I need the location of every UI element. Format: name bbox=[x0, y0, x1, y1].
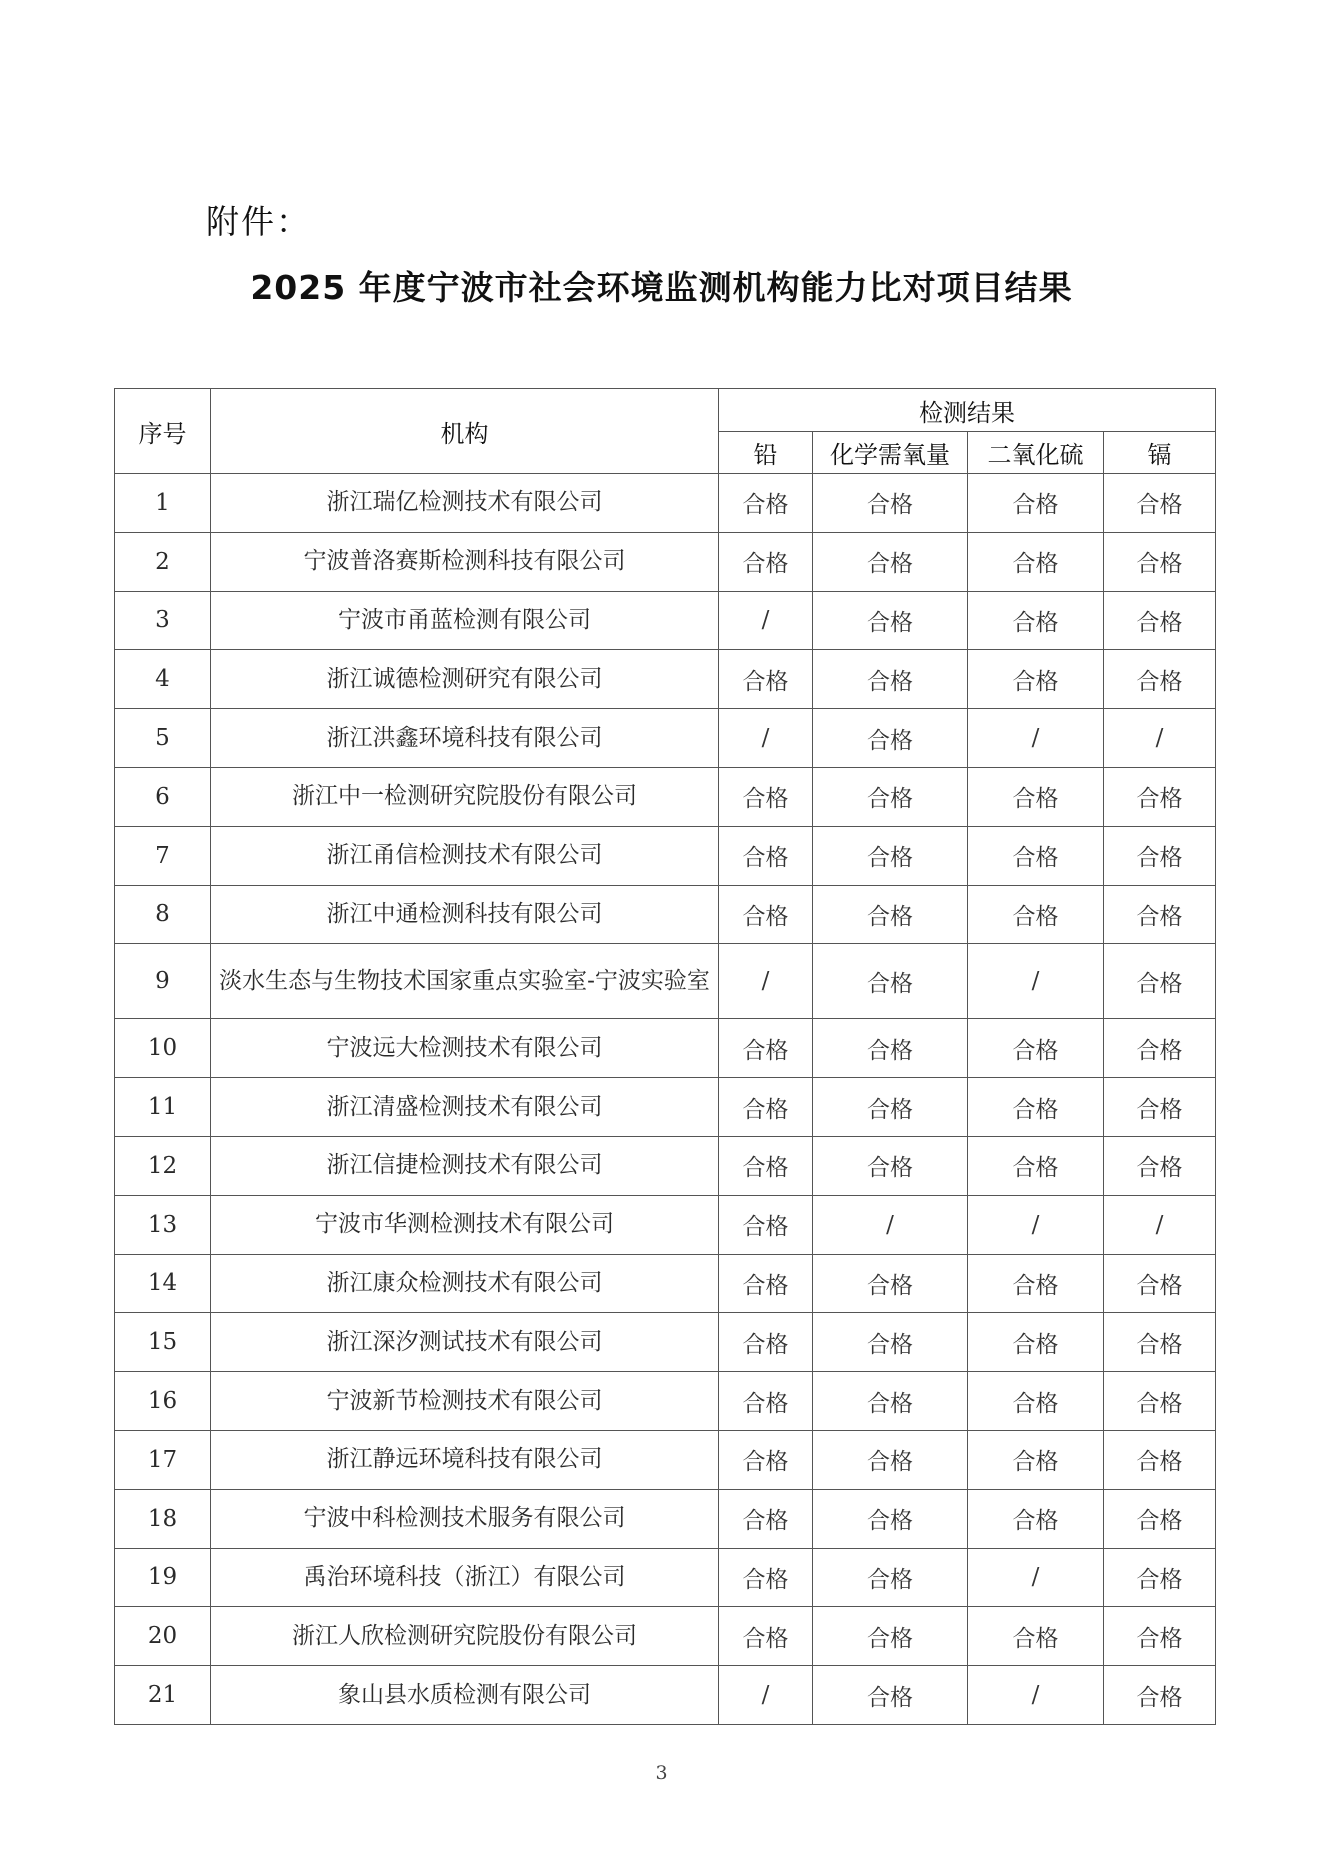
row-seq: 11 bbox=[115, 1078, 211, 1137]
result-cadmium: 合格 bbox=[1104, 826, 1216, 885]
result-lead: 合格 bbox=[719, 1489, 813, 1548]
result-lead: 合格 bbox=[719, 1430, 813, 1489]
row-org: 浙江静远环境科技有限公司 bbox=[211, 1430, 719, 1489]
result-so2: / bbox=[968, 709, 1104, 768]
result-so2: 合格 bbox=[968, 1372, 1104, 1431]
page-number: 3 bbox=[655, 1762, 668, 1784]
result-cadmium: 合格 bbox=[1104, 944, 1216, 1019]
table-row bbox=[115, 1136, 1216, 1195]
result-cod: 合格 bbox=[813, 532, 968, 591]
row-org: 宁波远大检测技术有限公司 bbox=[211, 1019, 719, 1078]
results-body bbox=[115, 474, 1216, 1725]
table-row bbox=[115, 709, 1216, 768]
row-seq: 16 bbox=[115, 1372, 211, 1431]
row-seq: 10 bbox=[115, 1019, 211, 1078]
row-org: 浙江甬信检测技术有限公司 bbox=[211, 826, 719, 885]
table-row bbox=[115, 826, 1216, 885]
result-so2: 合格 bbox=[968, 826, 1104, 885]
document-title: 2025 年度宁波市社会环境监测机构能力比对项目结果 bbox=[250, 268, 1073, 307]
header-seq: 序号 bbox=[115, 389, 211, 474]
result-cod: 合格 bbox=[813, 474, 968, 533]
header-cadmium: 镉 bbox=[1104, 432, 1216, 474]
result-cadmium: 合格 bbox=[1104, 1313, 1216, 1372]
result-lead: 合格 bbox=[719, 474, 813, 533]
header-org: 机构 bbox=[211, 389, 719, 474]
table-row bbox=[115, 1430, 1216, 1489]
result-cadmium: 合格 bbox=[1104, 650, 1216, 709]
result-cod: 合格 bbox=[813, 944, 968, 1019]
result-so2: 合格 bbox=[968, 650, 1104, 709]
result-cadmium: 合格 bbox=[1104, 1489, 1216, 1548]
result-cod: 合格 bbox=[813, 1254, 968, 1313]
row-org: 象山县水质检测有限公司 bbox=[211, 1666, 719, 1725]
result-cod: 合格 bbox=[813, 709, 968, 768]
result-so2: 合格 bbox=[968, 474, 1104, 533]
result-cod: 合格 bbox=[813, 1548, 968, 1607]
result-lead: 合格 bbox=[719, 1195, 813, 1254]
result-cadmium: 合格 bbox=[1104, 591, 1216, 650]
row-org: 宁波市华测检测技术有限公司 bbox=[211, 1195, 719, 1254]
row-seq: 20 bbox=[115, 1607, 211, 1666]
result-so2: 合格 bbox=[968, 1430, 1104, 1489]
table-row bbox=[115, 885, 1216, 944]
result-cadmium: / bbox=[1104, 709, 1216, 768]
result-cadmium: / bbox=[1104, 1195, 1216, 1254]
result-so2: 合格 bbox=[968, 1489, 1104, 1548]
table-row bbox=[115, 474, 1216, 533]
result-cadmium: 合格 bbox=[1104, 1666, 1216, 1725]
row-seq: 21 bbox=[115, 1666, 211, 1725]
row-seq: 14 bbox=[115, 1254, 211, 1313]
result-cadmium: 合格 bbox=[1104, 1430, 1216, 1489]
result-cadmium: 合格 bbox=[1104, 1254, 1216, 1313]
row-org: 浙江清盛检测技术有限公司 bbox=[211, 1078, 719, 1137]
result-cod: 合格 bbox=[813, 1313, 968, 1372]
table-row bbox=[115, 767, 1216, 826]
result-so2: 合格 bbox=[968, 767, 1104, 826]
result-so2: / bbox=[968, 1195, 1104, 1254]
row-seq: 17 bbox=[115, 1430, 211, 1489]
result-cadmium: 合格 bbox=[1104, 1136, 1216, 1195]
result-cod: 合格 bbox=[813, 1078, 968, 1137]
result-cod: 合格 bbox=[813, 826, 968, 885]
row-org: 浙江深汐测试技术有限公司 bbox=[211, 1313, 719, 1372]
row-org: 浙江中一检测研究院股份有限公司 bbox=[211, 767, 719, 826]
result-so2: / bbox=[968, 944, 1104, 1019]
header-cod: 化学需氧量 bbox=[813, 432, 968, 474]
row-org: 浙江诚德检测研究有限公司 bbox=[211, 650, 719, 709]
result-cod: 合格 bbox=[813, 1430, 968, 1489]
table-row bbox=[115, 1372, 1216, 1431]
result-cod: / bbox=[813, 1195, 968, 1254]
result-so2: 合格 bbox=[968, 1607, 1104, 1666]
result-cod: 合格 bbox=[813, 767, 968, 826]
table-row bbox=[115, 944, 1216, 1019]
result-cod: 合格 bbox=[813, 1666, 968, 1725]
result-cod: 合格 bbox=[813, 885, 968, 944]
row-org: 宁波市甬蓝检测有限公司 bbox=[211, 591, 719, 650]
result-so2: 合格 bbox=[968, 885, 1104, 944]
row-seq: 19 bbox=[115, 1548, 211, 1607]
result-cadmium: 合格 bbox=[1104, 1019, 1216, 1078]
result-cadmium: 合格 bbox=[1104, 1078, 1216, 1137]
header-so2: 二氧化硫 bbox=[968, 432, 1104, 474]
result-lead: / bbox=[719, 944, 813, 1019]
result-lead: 合格 bbox=[719, 532, 813, 591]
table-row bbox=[115, 1019, 1216, 1078]
row-org: 浙江瑞亿检测技术有限公司 bbox=[211, 474, 719, 533]
result-lead: 合格 bbox=[719, 1372, 813, 1431]
row-seq: 2 bbox=[115, 532, 211, 591]
table-row bbox=[115, 1548, 1216, 1607]
result-lead: 合格 bbox=[719, 650, 813, 709]
result-lead: / bbox=[719, 1666, 813, 1725]
result-lead: 合格 bbox=[719, 826, 813, 885]
result-cod: 合格 bbox=[813, 650, 968, 709]
table-row bbox=[115, 1489, 1216, 1548]
row-org: 浙江康众检测技术有限公司 bbox=[211, 1254, 719, 1313]
result-so2: / bbox=[968, 1548, 1104, 1607]
result-so2: 合格 bbox=[968, 1078, 1104, 1137]
result-lead: 合格 bbox=[719, 767, 813, 826]
result-so2: 合格 bbox=[968, 1254, 1104, 1313]
result-lead: 合格 bbox=[719, 1548, 813, 1607]
result-cod: 合格 bbox=[813, 1372, 968, 1431]
row-seq: 7 bbox=[115, 826, 211, 885]
row-seq: 8 bbox=[115, 885, 211, 944]
row-org: 宁波中科检测技术服务有限公司 bbox=[211, 1489, 719, 1548]
result-lead: 合格 bbox=[719, 1607, 813, 1666]
result-so2: 合格 bbox=[968, 532, 1104, 591]
header-results: 检测结果 bbox=[719, 389, 1216, 432]
row-seq: 6 bbox=[115, 767, 211, 826]
table-row bbox=[115, 1313, 1216, 1372]
row-seq: 12 bbox=[115, 1136, 211, 1195]
result-lead: 合格 bbox=[719, 1019, 813, 1078]
result-cadmium: 合格 bbox=[1104, 1548, 1216, 1607]
row-org: 浙江洪鑫环境科技有限公司 bbox=[211, 709, 719, 768]
table-row bbox=[115, 650, 1216, 709]
result-so2: / bbox=[968, 1666, 1104, 1725]
result-cod: 合格 bbox=[813, 1019, 968, 1078]
row-seq: 13 bbox=[115, 1195, 211, 1254]
row-seq: 18 bbox=[115, 1489, 211, 1548]
result-cod: 合格 bbox=[813, 1489, 968, 1548]
result-lead: 合格 bbox=[719, 885, 813, 944]
result-cadmium: 合格 bbox=[1104, 532, 1216, 591]
result-so2: 合格 bbox=[968, 591, 1104, 650]
table-row bbox=[115, 532, 1216, 591]
row-seq: 5 bbox=[115, 709, 211, 768]
result-lead: 合格 bbox=[719, 1254, 813, 1313]
row-org: 浙江中通检测科技有限公司 bbox=[211, 885, 719, 944]
row-org: 浙江人欣检测研究院股份有限公司 bbox=[211, 1607, 719, 1666]
row-seq: 1 bbox=[115, 474, 211, 533]
table-row bbox=[115, 591, 1216, 650]
row-seq: 9 bbox=[115, 944, 211, 1019]
result-cadmium: 合格 bbox=[1104, 474, 1216, 533]
attachment-label: 附件： bbox=[206, 202, 311, 241]
row-org: 淡水生态与生物技术国家重点实验室-宁波实验室 bbox=[211, 944, 719, 1019]
table-row bbox=[115, 1254, 1216, 1313]
row-org: 宁波新节检测技术有限公司 bbox=[211, 1372, 719, 1431]
row-org: 浙江信捷检测技术有限公司 bbox=[211, 1136, 719, 1195]
result-cadmium: 合格 bbox=[1104, 885, 1216, 944]
results-table bbox=[114, 388, 1216, 1725]
table-row bbox=[115, 1078, 1216, 1137]
result-cadmium: 合格 bbox=[1104, 767, 1216, 826]
result-cadmium: 合格 bbox=[1104, 1607, 1216, 1666]
result-lead: 合格 bbox=[719, 1136, 813, 1195]
result-lead: 合格 bbox=[719, 1313, 813, 1372]
result-cod: 合格 bbox=[813, 1607, 968, 1666]
result-lead: 合格 bbox=[719, 1078, 813, 1137]
result-lead: / bbox=[719, 709, 813, 768]
result-cod: 合格 bbox=[813, 1136, 968, 1195]
result-so2: 合格 bbox=[968, 1019, 1104, 1078]
result-cadmium: 合格 bbox=[1104, 1372, 1216, 1431]
table-row bbox=[115, 1666, 1216, 1725]
table-row bbox=[115, 1607, 1216, 1666]
result-so2: 合格 bbox=[968, 1313, 1104, 1372]
row-seq: 4 bbox=[115, 650, 211, 709]
row-seq: 15 bbox=[115, 1313, 211, 1372]
row-org: 宁波普洛赛斯检测科技有限公司 bbox=[211, 532, 719, 591]
result-lead: / bbox=[719, 591, 813, 650]
table-row bbox=[115, 1195, 1216, 1254]
header-lead: 铅 bbox=[719, 432, 813, 474]
result-so2: 合格 bbox=[968, 1136, 1104, 1195]
result-cod: 合格 bbox=[813, 591, 968, 650]
row-org: 禹治环境科技（浙江）有限公司 bbox=[211, 1548, 719, 1607]
row-seq: 3 bbox=[115, 591, 211, 650]
